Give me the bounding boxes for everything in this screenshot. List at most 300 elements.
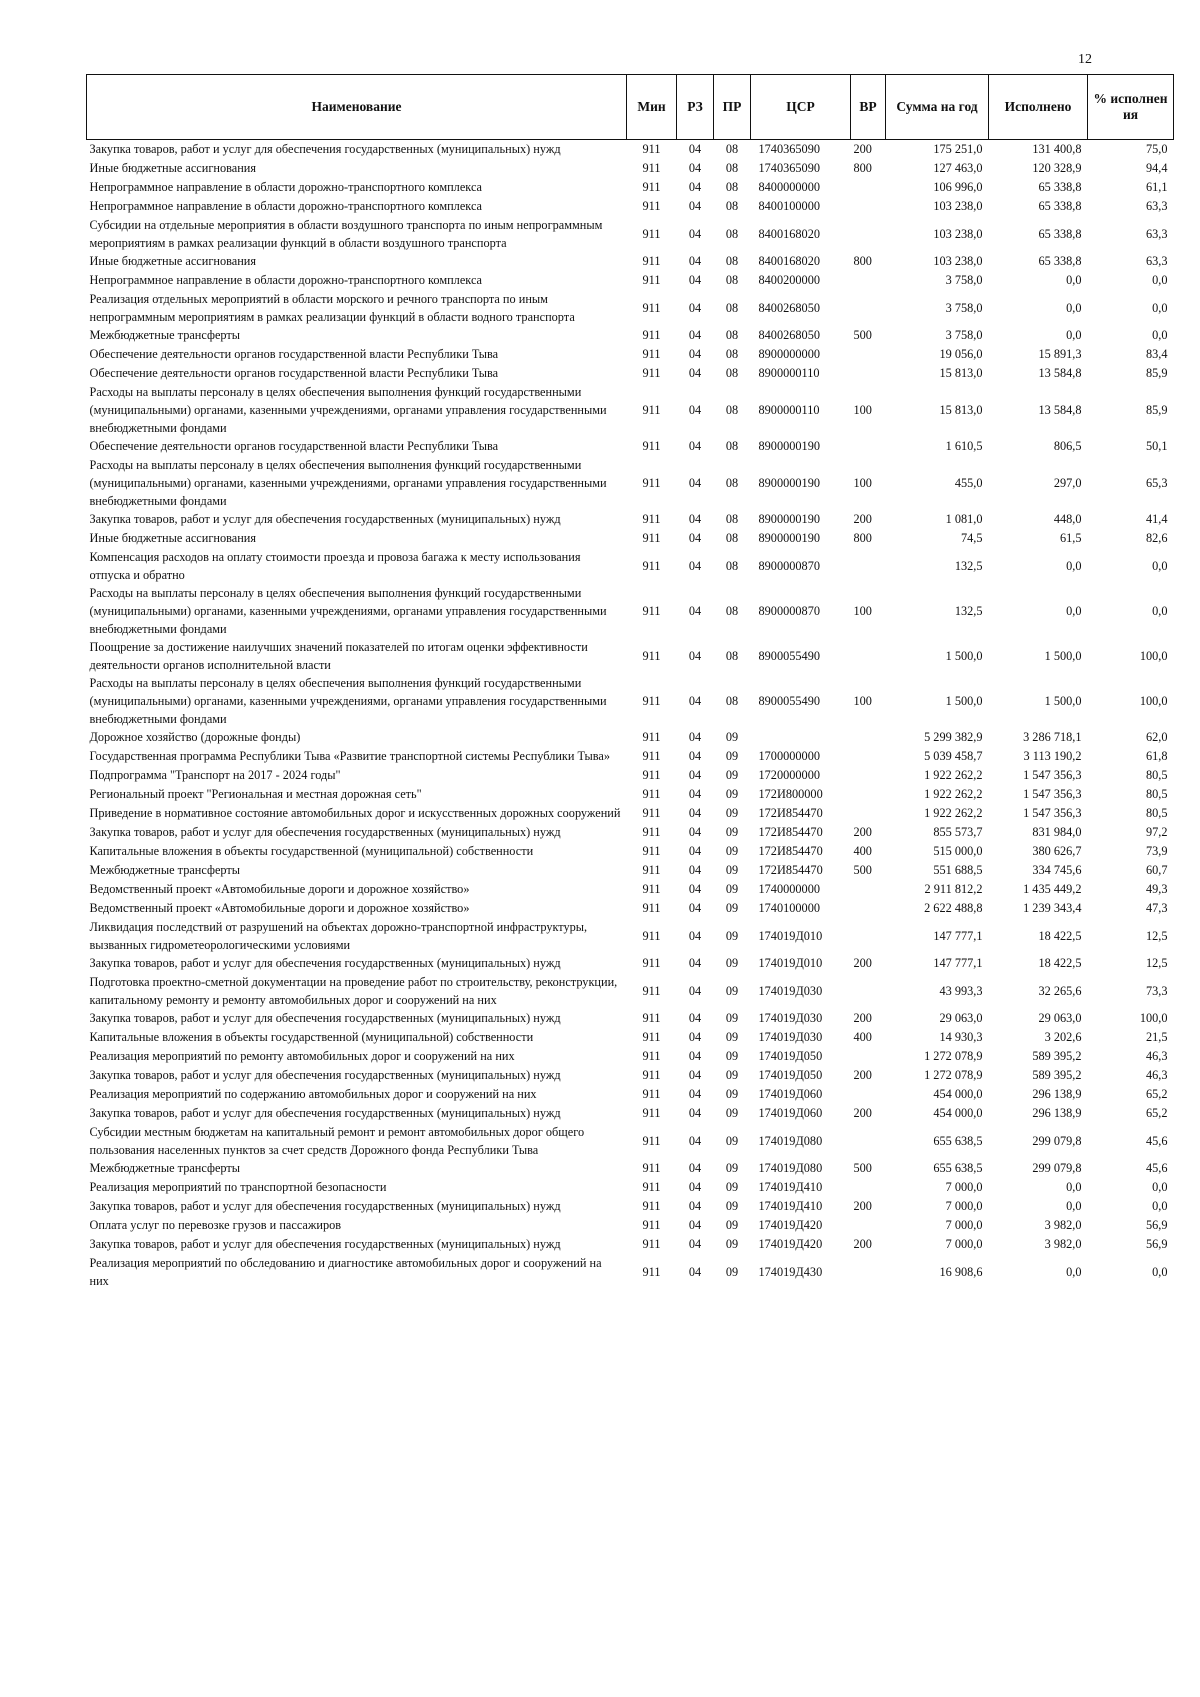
cell-sum: 103 238,0 [933, 254, 983, 268]
cell-min: 911 [642, 1237, 661, 1251]
cell-rz: 04 [688, 863, 702, 877]
cell-sum: 3 758,0 [945, 300, 983, 315]
cell-pct: 85,9 [1145, 366, 1168, 380]
cell-csr: 174019Д420 [758, 1218, 823, 1232]
cell-min: 911 [642, 180, 661, 194]
cell-pr: 08 [725, 180, 739, 194]
cell-executed: 299 079,8 [1032, 1161, 1082, 1175]
cell-pct: 85,9 [1145, 402, 1168, 417]
cell-rz: 04 [688, 328, 702, 342]
header-pct: % исполнения [1088, 75, 1174, 140]
cell-min: 911 [642, 863, 661, 877]
cell-executed: 3 202,6 [1044, 1030, 1082, 1044]
table-row [87, 140, 1174, 159]
table-row [87, 1159, 1174, 1178]
cell-executed: 3 113 190,2 [1023, 749, 1082, 763]
cell-sum: 1 500,0 [945, 693, 983, 708]
cell-min: 911 [642, 328, 661, 342]
cell-csr: 1740100000 [758, 901, 820, 915]
cell-executed: 296 138,9 [1032, 1106, 1082, 1120]
cell-vr [851, 345, 886, 364]
cell-vr [851, 271, 886, 290]
cell-executed: 1 500,0 [1044, 693, 1082, 708]
cell-pr: 09 [725, 806, 739, 820]
cell-rz: 04 [688, 1161, 702, 1175]
cell-sum: 3 758,0 [945, 273, 983, 287]
cell-vr: 800 [853, 254, 872, 268]
cell-rz: 04 [688, 300, 702, 315]
cell-pct: 100,0 [1139, 648, 1168, 663]
cell-min: 911 [642, 512, 661, 526]
cell-executed: 29 063,0 [1038, 1011, 1082, 1025]
cell-sum: 455,0 [954, 475, 983, 490]
cell-rz: 04 [688, 273, 702, 287]
cell-vr: 200 [853, 512, 872, 526]
cell-sum: 127 463,0 [933, 161, 983, 175]
cell-pct: 61,8 [1145, 749, 1168, 763]
cell-executed: 299 079,8 [1032, 1133, 1082, 1148]
table-row [87, 584, 1174, 638]
cell-name: Обеспечение деятельности органов государственной власти Республики Тыва [89, 366, 499, 380]
cell-csr: 8400268050 [758, 300, 820, 315]
cell-pct: 45,6 [1145, 1161, 1168, 1175]
cell-rz: 04 [688, 161, 702, 175]
cell-rz: 04 [688, 226, 702, 241]
cell-rz: 04 [688, 730, 702, 744]
table-row [87, 178, 1174, 197]
table-row [87, 383, 1174, 437]
cell-min: 911 [642, 1218, 661, 1232]
table-row [87, 766, 1174, 785]
cell-vr: 200 [853, 1011, 872, 1025]
cell-csr: 1720000000 [758, 768, 820, 782]
cell-min: 911 [642, 1030, 661, 1044]
cell-pr: 08 [725, 558, 739, 573]
cell-vr: 100 [853, 402, 872, 417]
cell-csr: 8400168020 [758, 254, 820, 268]
cell-name: Реализация мероприятий по обследованию и диагностике автомобильных дорог и сооружений на них [89, 1255, 602, 1288]
cell-sum: 132,5 [954, 603, 983, 618]
cell-csr: 8400168020 [758, 226, 820, 241]
table-row [87, 1235, 1174, 1254]
table-row [87, 1047, 1174, 1066]
cell-vr [851, 880, 886, 899]
cell-csr: 174019Д080 [758, 1161, 823, 1175]
cell-name: Расходы на выплаты персоналу в целях обеспечения выполнения функций государственными (муниципальными) органами, казенными учреждениями, органами управления государственными внебюджетными фондами [89, 384, 607, 435]
cell-csr: 1740365090 [758, 142, 820, 157]
cell-rz: 04 [688, 901, 702, 915]
cell-sum: 106 996,0 [933, 180, 983, 194]
cell-pr: 08 [725, 402, 739, 417]
cell-min: 911 [642, 366, 661, 380]
cell-rz: 04 [688, 882, 702, 896]
cell-name: Расходы на выплаты персоналу в целях обеспечения выполнения функций государственными (муниципальными) органами, казенными учреждениями, органами управления государственными внебюджетными фондами [89, 675, 607, 726]
table-row [87, 437, 1174, 456]
cell-sum: 5 299 382,9 [924, 730, 983, 744]
cell-min: 911 [642, 402, 661, 417]
cell-pct: 63,3 [1145, 254, 1168, 268]
cell-pct: 94,4 [1145, 161, 1168, 175]
cell-min: 911 [642, 273, 661, 287]
cell-pct: 0,0 [1152, 328, 1168, 342]
cell-vr: 500 [853, 863, 872, 877]
table-row [87, 954, 1174, 973]
cell-pr: 08 [725, 512, 739, 526]
cell-name: Непрограммное направление в области дорожно-транспортного комплекса [89, 273, 483, 287]
cell-name: Субсидии местным бюджетам на капитальный ремонт и ремонт автомобильных дорог общего пользования населенных пунктов за счет средств Дорожного фонда Республики Тыва [89, 1124, 585, 1157]
cell-sum: 103 238,0 [933, 199, 983, 213]
table-row [87, 271, 1174, 290]
table-row [87, 529, 1174, 548]
cell-csr: 174019Д410 [758, 1199, 823, 1213]
cell-pr: 09 [725, 768, 739, 782]
cell-executed: 448,0 [1053, 512, 1082, 526]
cell-vr: 200 [853, 956, 872, 970]
cell-vr [851, 804, 886, 823]
cell-rz: 04 [688, 1218, 702, 1232]
cell-executed: 1 547 356,3 [1023, 787, 1082, 801]
cell-min: 911 [642, 1049, 661, 1063]
header-executed: Исполнено [989, 75, 1088, 140]
cell-sum: 175 251,0 [933, 142, 983, 157]
cell-min: 911 [642, 928, 661, 943]
cell-rz: 04 [688, 844, 702, 858]
cell-vr: 100 [853, 693, 872, 708]
cell-csr: 1740000000 [758, 882, 820, 896]
cell-pct: 65,3 [1145, 475, 1168, 490]
cell-sum: 1 500,0 [945, 648, 983, 663]
cell-sum: 74,5 [960, 531, 983, 545]
cell-csr: 174019Д030 [758, 983, 823, 998]
cell-pct: 56,9 [1145, 1218, 1168, 1232]
cell-csr: 174019Д060 [758, 1087, 823, 1101]
cell-rz: 04 [688, 956, 702, 970]
cell-executed: 18 422,5 [1038, 928, 1082, 943]
cell-pct: 65,2 [1145, 1106, 1168, 1120]
cell-min: 911 [642, 603, 661, 618]
cell-vr: 200 [853, 1237, 872, 1251]
cell-vr [851, 1047, 886, 1066]
cell-vr [851, 548, 886, 584]
cell-executed: 1 547 356,3 [1023, 806, 1082, 820]
cell-sum: 1 272 078,9 [924, 1068, 983, 1082]
cell-name: Реализация мероприятий по ремонту автомобильных дорог и сооружений на них [89, 1049, 515, 1063]
cell-sum: 1 922 262,2 [924, 768, 983, 782]
cell-pct: 63,3 [1145, 199, 1168, 213]
cell-name: Межбюджетные трансферты [89, 863, 241, 877]
cell-rz: 04 [688, 531, 702, 545]
cell-rz: 04 [688, 1030, 702, 1044]
cell-executed: 334 745,6 [1032, 863, 1082, 877]
table-row [87, 326, 1174, 345]
cell-vr [851, 728, 886, 747]
cell-sum: 15 813,0 [939, 366, 983, 380]
cell-pct: 46,3 [1145, 1068, 1168, 1082]
cell-name: Закупка товаров, работ и услуг для обеспечения государственных (муниципальных) нужд [89, 1106, 561, 1120]
cell-csr: 8900000110 [758, 402, 820, 417]
cell-pr: 08 [725, 366, 739, 380]
cell-sum: 655 638,5 [933, 1161, 983, 1175]
table-row [87, 290, 1174, 326]
cell-rz: 04 [688, 806, 702, 820]
cell-rz: 04 [688, 366, 702, 380]
cell-min: 911 [642, 226, 661, 241]
table-row [87, 823, 1174, 842]
cell-name: Государственная программа Республики Тыва «Развитие транспортной системы Республики Тыва» [89, 749, 610, 763]
cell-name: Закупка товаров, работ и услуг для обеспечения государственных (муниципальных) нужд [89, 142, 561, 157]
header-pr: ПР [714, 75, 751, 140]
cell-csr: 172И854470 [758, 825, 823, 839]
cell-executed: 0,0 [1066, 328, 1082, 342]
cell-min: 911 [642, 347, 661, 361]
cell-min: 911 [642, 956, 661, 970]
cell-pct: 0,0 [1152, 300, 1168, 315]
cell-vr [851, 973, 886, 1009]
cell-executed: 120 328,9 [1032, 161, 1082, 175]
cell-csr: 174019Д060 [758, 1106, 823, 1120]
cell-pct: 73,3 [1145, 983, 1168, 998]
cell-name: Непрограммное направление в области дорожно-транспортного комплекса [89, 180, 483, 194]
cell-sum: 551 688,5 [933, 863, 983, 877]
cell-name: Межбюджетные трансферты [89, 1161, 241, 1175]
cell-vr: 200 [853, 825, 872, 839]
table-row [87, 880, 1174, 899]
cell-csr: 174019Д010 [758, 956, 823, 970]
cell-csr [751, 728, 851, 747]
cell-pct: 0,0 [1152, 273, 1168, 287]
cell-vr: 400 [853, 1030, 872, 1044]
cell-min: 911 [642, 693, 661, 708]
cell-min: 911 [642, 475, 661, 490]
cell-name: Приведение в нормативное состояние автомобильных дорог и искусственных дорожных сооружений [89, 806, 621, 820]
cell-pct: 47,3 [1145, 901, 1168, 915]
cell-min: 911 [642, 1199, 661, 1213]
cell-pr: 08 [725, 199, 739, 213]
table-row [87, 842, 1174, 861]
cell-name: Субсидии на отдельные мероприятия в области воздушного транспорта по иным непрограммным мероприятиям в рамках реализации функций в области воздушного транспорта [89, 217, 603, 250]
cell-sum: 515 000,0 [933, 844, 983, 858]
cell-pr: 09 [725, 1011, 739, 1025]
cell-sum: 7 000,0 [945, 1237, 983, 1251]
cell-sum: 7 000,0 [945, 1218, 983, 1232]
page-number: 12 [1078, 52, 1092, 67]
cell-executed: 32 265,6 [1038, 983, 1082, 998]
cell-vr [851, 364, 886, 383]
cell-csr: 172И854470 [758, 863, 823, 877]
cell-executed: 1 239 343,4 [1023, 901, 1082, 915]
cell-min: 911 [642, 558, 661, 573]
cell-csr: 174019Д420 [758, 1237, 823, 1251]
cell-csr: 8900055490 [758, 693, 820, 708]
cell-pr: 09 [725, 844, 739, 858]
cell-csr: 8900000190 [758, 439, 820, 453]
cell-pr: 09 [725, 1199, 739, 1213]
cell-name: Закупка товаров, работ и услуг для обеспечения государственных (муниципальных) нужд [89, 825, 561, 839]
cell-executed: 65 338,8 [1038, 199, 1082, 213]
cell-vr [851, 638, 886, 674]
cell-min: 911 [642, 787, 661, 801]
cell-rz: 04 [688, 199, 702, 213]
cell-name: Подпрограмма "Транспорт на 2017 - 2024 годы" [89, 768, 341, 782]
table-row [87, 510, 1174, 529]
cell-name: Закупка товаров, работ и услуг для обеспечения государственных (муниципальных) нужд [89, 1011, 561, 1025]
cell-pct: 0,0 [1152, 603, 1168, 618]
cell-min: 911 [642, 901, 661, 915]
cell-pr: 09 [725, 1049, 739, 1063]
cell-vr: 400 [853, 844, 872, 858]
cell-vr [851, 899, 886, 918]
cell-pr: 09 [725, 1133, 739, 1148]
cell-csr: 8900000870 [758, 603, 820, 618]
cell-vr [851, 1085, 886, 1104]
cell-pr: 09 [725, 1180, 739, 1194]
table-row [87, 1104, 1174, 1123]
cell-pct: 61,1 [1145, 180, 1168, 194]
cell-rz: 04 [688, 439, 702, 453]
cell-csr: 8900000110 [758, 366, 820, 380]
cell-executed: 0,0 [1066, 1180, 1082, 1194]
cell-executed: 806,5 [1053, 439, 1082, 453]
cell-min: 911 [642, 142, 661, 157]
cell-sum: 43 993,3 [939, 983, 983, 998]
cell-pr: 09 [725, 901, 739, 915]
cell-executed: 65 338,8 [1038, 226, 1082, 241]
cell-pr: 09 [725, 1161, 739, 1175]
cell-pct: 45,6 [1145, 1133, 1168, 1148]
cell-executed: 3 982,0 [1044, 1237, 1082, 1251]
table-row [87, 1066, 1174, 1085]
cell-pct: 65,2 [1145, 1087, 1168, 1101]
cell-pr: 09 [725, 825, 739, 839]
cell-rz: 04 [688, 180, 702, 194]
cell-pr: 08 [725, 254, 739, 268]
cell-csr: 174019Д030 [758, 1011, 823, 1025]
cell-name: Подготовка проектно-сметной документации на проведение работ по строительству, реконструкции, капитальному ремонту и ремонту автомобильных дорог и сооружений на них [89, 974, 618, 1007]
cell-rz: 04 [688, 347, 702, 361]
cell-name: Иные бюджетные ассигнования [89, 254, 257, 268]
cell-csr: 8900000190 [758, 531, 820, 545]
cell-name: Оплата услуг по перевозке грузов и пассажиров [89, 1218, 342, 1232]
table-row [87, 973, 1174, 1009]
cell-sum: 7 000,0 [945, 1199, 983, 1213]
cell-pct: 0,0 [1152, 1180, 1168, 1194]
cell-csr: 172И854470 [758, 844, 823, 858]
cell-executed: 3 286 718,1 [1023, 730, 1082, 744]
cell-executed: 0,0 [1066, 273, 1082, 287]
table-row [87, 197, 1174, 216]
cell-csr: 8400268050 [758, 328, 820, 342]
cell-name: Обеспечение деятельности органов государственной власти Республики Тыва [89, 347, 499, 361]
cell-sum: 1 272 078,9 [924, 1049, 983, 1063]
cell-pct: 63,3 [1145, 226, 1168, 241]
table-row [87, 747, 1174, 766]
cell-csr: 174019Д010 [758, 928, 823, 943]
cell-rz: 04 [688, 475, 702, 490]
table-row [87, 728, 1174, 747]
cell-rz: 04 [688, 254, 702, 268]
cell-pr: 09 [725, 1264, 739, 1279]
cell-min: 911 [642, 161, 661, 175]
cell-sum: 147 777,1 [933, 956, 983, 970]
cell-pct: 75,0 [1145, 142, 1168, 157]
cell-min: 911 [642, 749, 661, 763]
cell-pr: 08 [725, 161, 739, 175]
cell-executed: 0,0 [1066, 558, 1082, 573]
cell-csr: 1700000000 [758, 749, 820, 763]
cell-pr: 08 [725, 142, 739, 157]
cell-min: 911 [642, 531, 661, 545]
cell-name: Расходы на выплаты персоналу в целях обеспечения выполнения функций государственными (муниципальными) органами, казенными учреждениями, органами управления государственными внебюджетными фондами [89, 585, 607, 636]
cell-min: 911 [642, 825, 661, 839]
cell-min: 911 [642, 1161, 661, 1175]
cell-sum: 1 610,5 [945, 439, 983, 453]
cell-rz: 04 [688, 825, 702, 839]
cell-pct: 0,0 [1152, 558, 1168, 573]
cell-csr: 174019Д410 [758, 1180, 823, 1194]
cell-rz: 04 [688, 1237, 702, 1251]
cell-min: 911 [642, 1180, 661, 1194]
table-row [87, 548, 1174, 584]
cell-executed: 1 435 449,2 [1023, 882, 1082, 896]
table-row [87, 252, 1174, 271]
cell-min: 911 [642, 1133, 661, 1148]
cell-csr: 8400200000 [758, 273, 820, 287]
cell-pr: 09 [725, 1087, 739, 1101]
cell-name: Ликвидация последствий от разрушений на объектах дорожно-транспортной инфраструктуры, вызванных гидрометеорологическими условиями [89, 919, 588, 952]
table-row [87, 918, 1174, 954]
table-row [87, 159, 1174, 178]
cell-pct: 73,9 [1145, 844, 1168, 858]
cell-rz: 04 [688, 512, 702, 526]
cell-pct: 12,5 [1145, 928, 1168, 943]
cell-pr: 08 [725, 648, 739, 663]
cell-sum: 15 813,0 [939, 402, 983, 417]
cell-csr: 174019Д050 [758, 1068, 823, 1082]
table-header [87, 75, 1174, 140]
cell-pct: 62,0 [1145, 730, 1168, 744]
cell-pr: 09 [725, 863, 739, 877]
cell-pr: 08 [725, 300, 739, 315]
cell-name: Реализация мероприятий по транспортной безопасности [89, 1180, 387, 1194]
header-sum: Сумма на год [886, 75, 989, 140]
cell-pr: 09 [725, 1068, 739, 1082]
cell-sum: 1 081,0 [945, 512, 983, 526]
cell-name: Расходы на выплаты персоналу в целях обеспечения выполнения функций государственными (муниципальными) органами, казенными учреждениями, органами управления государственными внебюджетными фондами [89, 457, 607, 508]
cell-sum: 655 638,5 [933, 1133, 983, 1148]
cell-sum: 1 922 262,2 [924, 787, 983, 801]
cell-pr: 09 [725, 730, 739, 744]
cell-min: 911 [642, 1011, 661, 1025]
cell-pct: 46,3 [1145, 1049, 1168, 1063]
cell-pct: 12,5 [1145, 956, 1168, 970]
cell-rz: 04 [688, 1199, 702, 1213]
table-row [87, 1085, 1174, 1104]
table-row [87, 1216, 1174, 1235]
cell-vr: 100 [853, 603, 872, 618]
cell-min: 911 [642, 648, 661, 663]
cell-pr: 09 [725, 1106, 739, 1120]
cell-csr: 8900000000 [758, 347, 820, 361]
cell-sum: 103 238,0 [933, 226, 983, 241]
cell-pct: 21,5 [1145, 1030, 1168, 1044]
cell-csr: 174019Д430 [758, 1264, 823, 1279]
cell-vr: 100 [853, 475, 872, 490]
cell-vr [851, 1123, 886, 1159]
cell-min: 911 [642, 844, 661, 858]
cell-pr: 09 [725, 956, 739, 970]
cell-executed: 13 584,8 [1038, 402, 1082, 417]
cell-rz: 04 [688, 648, 702, 663]
